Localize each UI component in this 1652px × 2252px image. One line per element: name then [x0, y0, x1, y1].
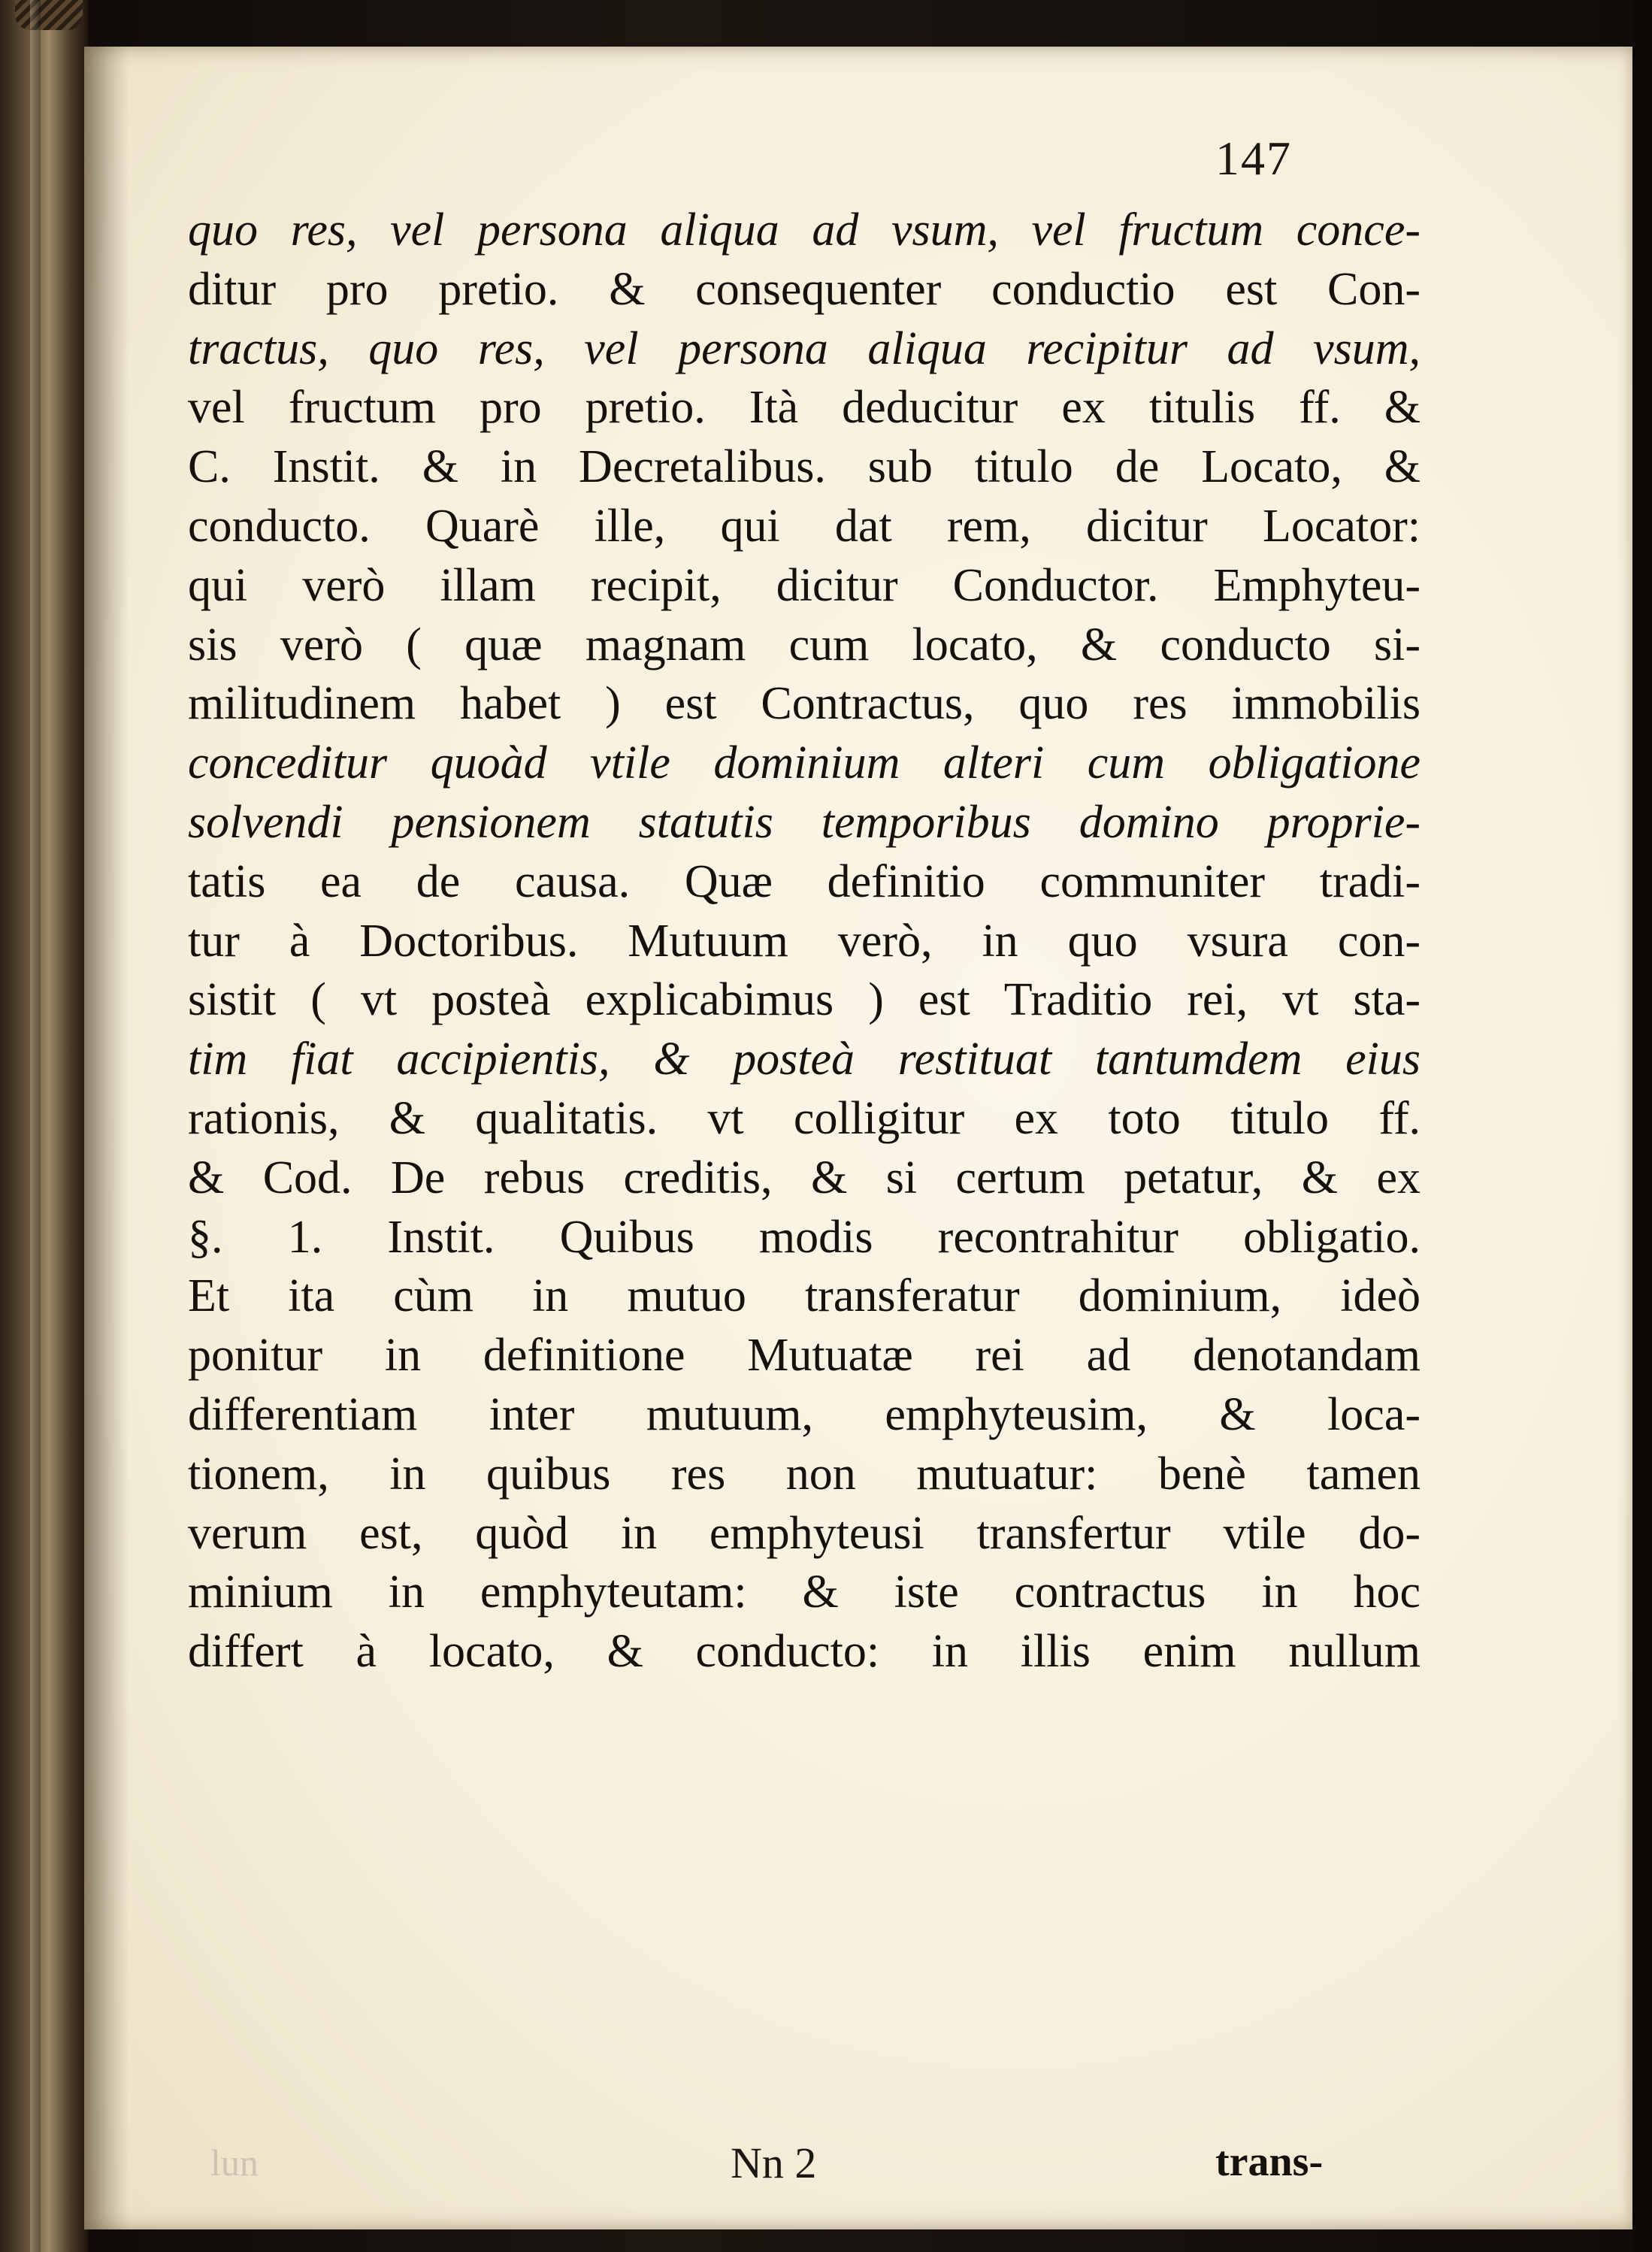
- text-line: ponitur in definitione Mutuatæ rei ad denotandam: [188, 1330, 1421, 1382]
- text-line: tatis ea de causa. Quæ definitio communiter tradi-: [188, 855, 1421, 907]
- text-line: C. Instit. & in Decretalibus. sub titulo de Locato, &: [188, 441, 1421, 493]
- signature-mark: Nn 2: [731, 2138, 817, 2187]
- text-line: differentiam inter mutuum, emphyteusim, & loca-: [188, 1388, 1421, 1440]
- text-line: conceditur quoàd vtile dominium alteri cum obligatione: [188, 737, 1421, 789]
- text-line: sistit ( vt posteà explicabimus ) est Traditio rei, vt sta-: [188, 974, 1421, 1026]
- text-line: minium in emphyteutam: & iste contractus in hoc: [188, 1566, 1421, 1618]
- book-page: [84, 47, 1632, 2229]
- text-line: §. 1. Instit. Quibus modis recontrahitur obligatio.: [188, 1211, 1421, 1263]
- body-text: [188, 201, 1421, 1681]
- book-binding: [0, 0, 89, 2252]
- text-line: militudinem habet ) est Contractus, quo res immobilis: [188, 678, 1421, 730]
- text-line: & Cod. De rebus creditis, & si certum petatur, & ex: [188, 1152, 1421, 1203]
- text-line: quo res, vel persona aliqua ad vsum, vel fructum conce-: [188, 204, 1421, 256]
- text-line: solvendi pensionem statutis temporibus domino proprie-: [188, 796, 1421, 848]
- text-line: tionem, in quibus res non mutuatur: benè tamen: [188, 1448, 1421, 1500]
- text-line: sis verò ( quæ magnam cum locato, & conducto si-: [188, 619, 1421, 670]
- text-line: Et ita cùm in mutuo transferatur dominium, ideò: [188, 1270, 1421, 1322]
- catchword: trans-: [1215, 2138, 1324, 2185]
- text-line: verum est, quòd in emphyteusi transfertur vtile do-: [188, 1507, 1421, 1559]
- text-line: qui verò illam recipit, dicitur Conductor. Emphyteu-: [188, 559, 1421, 611]
- text-line: conducto. Quarè ille, qui dat rem, dicitur Locator:: [188, 500, 1421, 552]
- bleed-through-text: lun: [210, 2142, 259, 2184]
- page-edge-shadow: [1632, 0, 1652, 2252]
- text-line: differt à locato, & conducto: in illis enim nullum: [188, 1626, 1421, 1678]
- text-line: tur à Doctoribus. Mutuum verò, in quo vsura con-: [188, 915, 1421, 967]
- text-line: ditur pro pretio. & consequenter conductio est Con-: [188, 263, 1421, 315]
- text-line: tractus, quo res, vel persona aliqua recipitur ad vsum,: [188, 322, 1421, 374]
- text-line: tim fiat accipientis, & posteà restituat tantumdem eius: [188, 1034, 1421, 1085]
- text-line: vel fructum pro pretio. Ità deducitur ex titulis ff. &: [188, 382, 1421, 434]
- gutter-shadow: [84, 47, 129, 2229]
- binding-thread: [15, 0, 83, 30]
- text-line: rationis, & qualitatis. vt colligitur ex toto titulo ff.: [188, 1092, 1421, 1144]
- page-number: 147: [1215, 132, 1292, 185]
